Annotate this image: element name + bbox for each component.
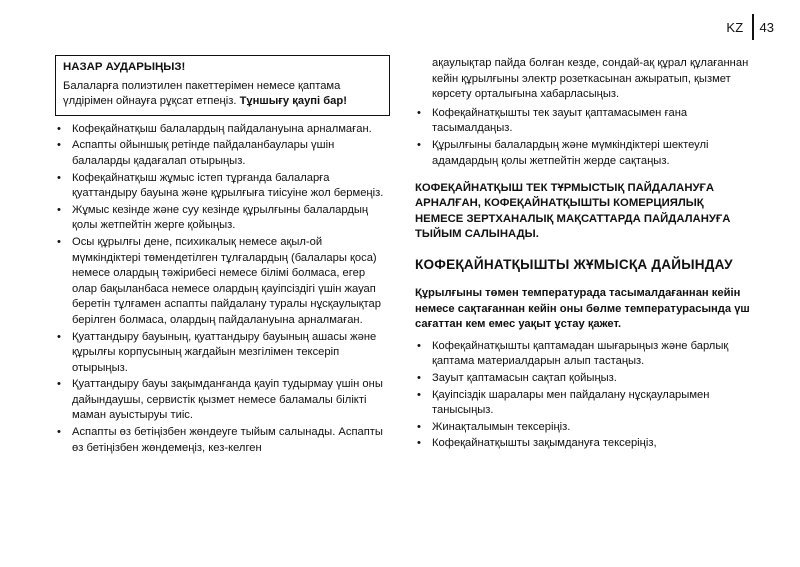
warning-text-bold: Тұншығу қаупі бар! — [239, 95, 347, 108]
language-code: KZ — [726, 19, 744, 35]
list-item: • Қауіпсіздік шаралары мен пайдалану нұсқауларымен танысыңыз. — [415, 388, 753, 419]
list-item: • Қуаттандыру бауы зақымданғанда қауіп тудырмау үшін оны дайындаушы, сервистік қызмет немесе баламалы білікті маман ауыстыруы тиіс. — [55, 377, 390, 424]
commercial-use-notice: КОФЕҚАЙНАТҚЫШ ТЕК ТҰРМЫСТЫҚ ПАЙДАЛАНУҒА АРНАЛҒАН, КОФЕҚАЙНАТҚЫШТЫ КОМЕРЦИЯЛЫҚ НЕМЕСЕ ЗЕРТХАНАЛЫҚ МАҚСАТТАРДА ПАЙДАЛАНУҒА ТЫЙЫМ САЛЫНАДЫ. — [415, 182, 731, 240]
list-item: • Қуаттандыру бауының, қуаттандыру бауының ашасы және құрылғы корпусының жағдайын мезгілімен тексеріп отырыңыз. — [55, 330, 390, 377]
right-bullet-list-1 — [415, 106, 753, 169]
left-column — [55, 55, 390, 457]
left-bullet-list — [55, 122, 390, 456]
list-item: • Кофеқайнатқышты тек зауыт қаптамасымен ғана тасымалдаңыз. — [415, 106, 753, 137]
page-number: 43 — [759, 19, 774, 35]
right-column — [415, 56, 753, 453]
continued-paragraph: ақаулықтар пайда болған кезде, сондай-ақ құрал құлағаннан кейін құрылғыны электр розеткасынан ажыратып, қызмет көрсету орталығына хабарласыңыз. — [432, 57, 749, 101]
list-item: • Аспапты өз бетіңізбен жөндеуге тыйым салынады. Аспапты өз бетіңізбен жөндемеңіз, кез-келген — [55, 425, 390, 456]
preparation-note: Құрылғыны төмен температурада тасымалдағаннан кейін немесе сақтағаннан кейін оны бөлме температурасында үш сағаттан кем емес уақыт ұстау қажет. — [415, 286, 750, 331]
list-item: • Құрылғыны балалардың және мүмкіндіктері шектеулі адамдардың қолы жетпейтін жерде сақтаңыз. — [415, 138, 753, 169]
section-title: КОФЕҚАЙНАТҚЫШТЫ ЖҰМЫСҚА ДАЙЫНДАУ — [415, 256, 733, 272]
list-item: • Осы құрылғы дене, психикалық немесе ақыл-ой мүмкіндіктері төмендетілген тұлғалардың (балалары қоса) немесе олардың тәжірибесі немесе білімі болмаса, егер олар бақыланбаса немесе олардың қауіпсіздігі үшін жауап беретін тұлғамен аспапты пайдалану туралы нұсқаулықтар берілген болмаса, олардың пайдалануына арналмаған. — [55, 235, 390, 329]
warning-title: НАЗАР АУДАРЫҢЫЗ! — [63, 61, 186, 73]
list-item: • Кофеқайнатқыш жұмыс істеп тұрғанда балаларға қуаттандыру бауына және құрылғыға тиісуіне жол бермеңіз. — [55, 171, 390, 202]
list-item: • Зауыт қаптамасын сақтап қойыңыз. — [415, 371, 753, 387]
list-item: • Жинақталымын тексеріңіз. — [415, 420, 753, 436]
page-header — [726, 14, 774, 40]
warning-text-regular: Балаларға полиэтилен пакеттерімен немесе қаптама үлдірімен ойнауға рұқсат етпеңіз. — [63, 79, 341, 108]
warning-text — [63, 79, 382, 110]
warning-box — [55, 55, 390, 116]
list-item: • Кофеқайнатқышты қаптамадан шығарыңыз және барлық қаптама материалдарын алып тастаңыз. — [415, 339, 753, 370]
list-item: • Аспапты ойыншық ретінде пайдаланбаулары үшін балаларды қадағалап отырыңыз. — [55, 138, 390, 169]
right-bullet-list-2 — [415, 339, 753, 452]
header-divider — [752, 14, 754, 40]
list-item: • Кофеқайнатқыш балалардың пайдалануына арналмаған. — [55, 122, 390, 138]
list-item: • Жұмыс кезінде және суу кезінде құрылғыны балалардың қолы жетпейтін жерге қойыңыз. — [55, 203, 390, 234]
list-item: • Кофеқайнатқышты зақымдануға тексеріңіз, — [415, 436, 753, 452]
